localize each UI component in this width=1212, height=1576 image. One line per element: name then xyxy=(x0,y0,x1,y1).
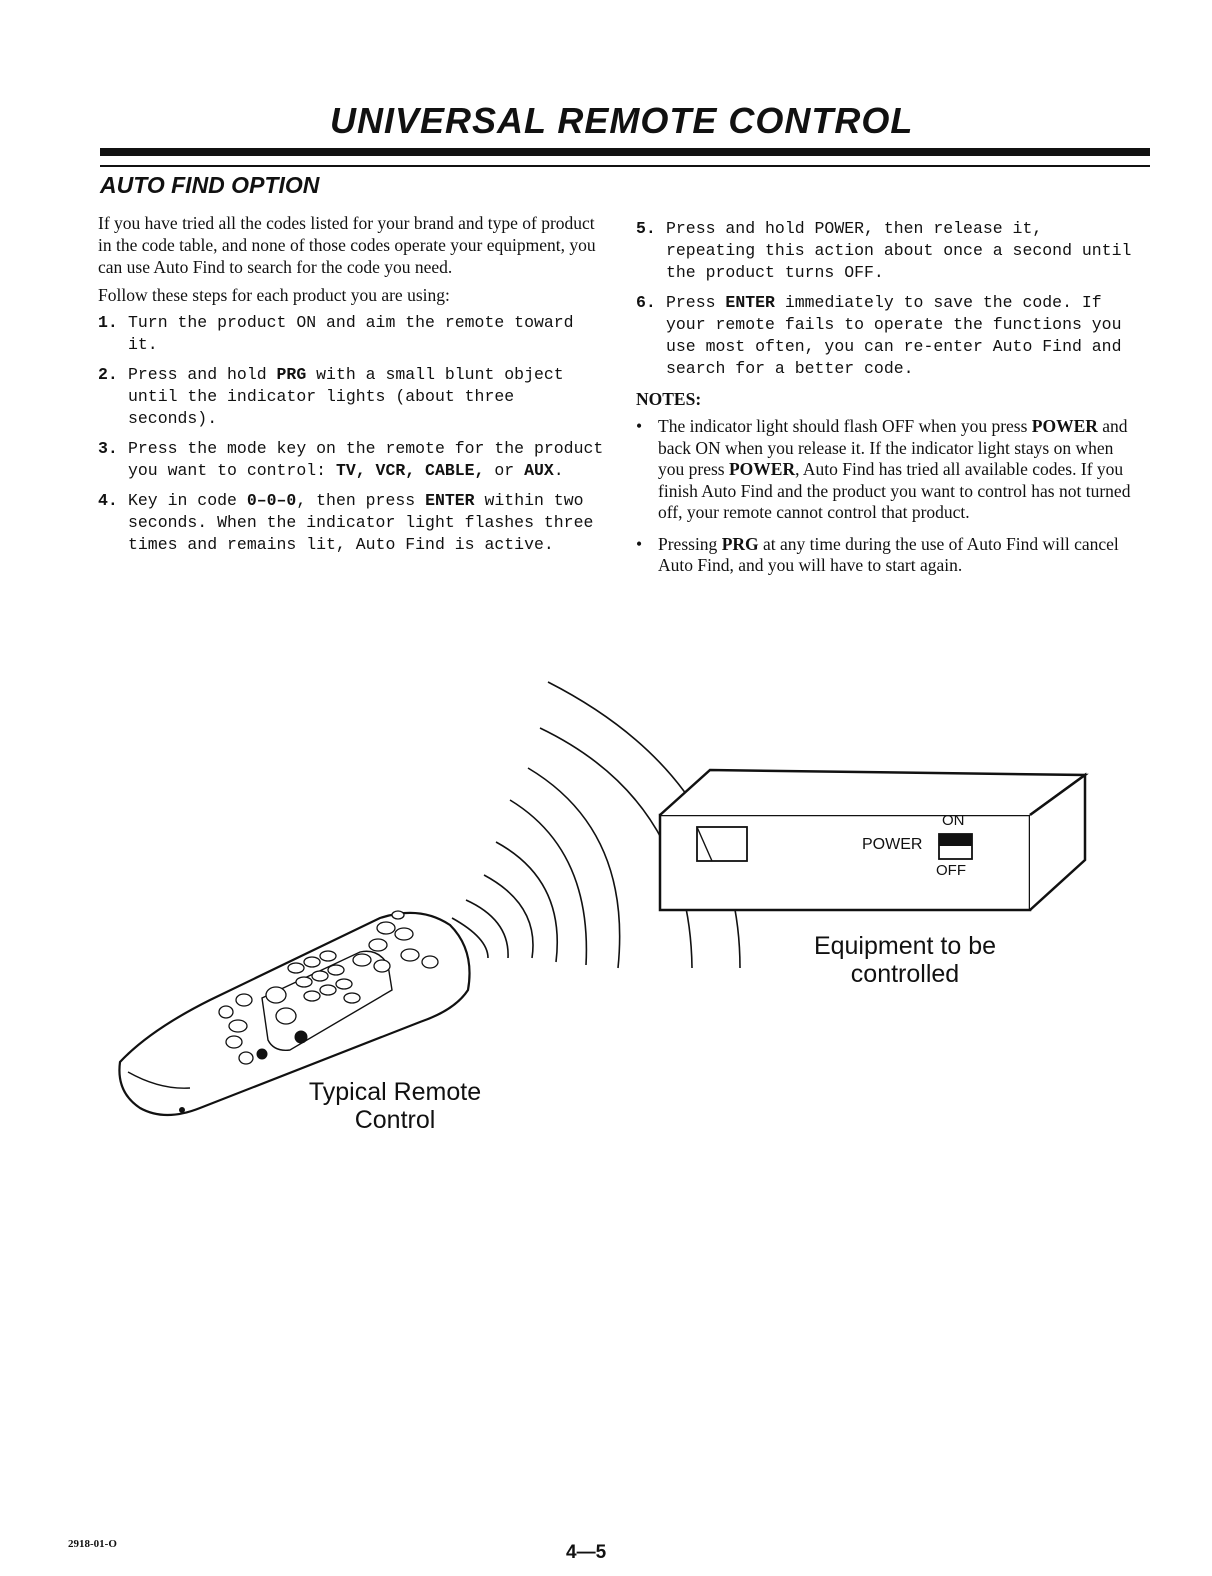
note-keyword: POWER xyxy=(1031,416,1098,436)
note-item xyxy=(636,534,1141,577)
step-text: Press and hold xyxy=(128,365,277,384)
equipment-caption xyxy=(790,932,1020,988)
step-3 xyxy=(98,438,608,482)
illustration xyxy=(0,640,1212,1200)
step-keyword: AUX xyxy=(524,461,554,480)
note-item xyxy=(636,416,1141,524)
step-text: . xyxy=(553,461,564,480)
step-text: Key in code xyxy=(128,491,247,510)
step-keyword: PRG xyxy=(276,365,307,384)
caption-line: Equipment to be xyxy=(813,932,997,960)
step-text: Press xyxy=(666,293,726,312)
note-text: and back ON when you release it. If the indicator light stays on when you press xyxy=(658,416,1128,479)
steps-list-left xyxy=(98,312,608,556)
caption-line: Typical Remote xyxy=(308,1078,482,1106)
title-rule-thick xyxy=(100,148,1150,156)
caption-line: Control xyxy=(354,1106,436,1134)
follow-paragraph: Follow these steps for each product you are using: xyxy=(98,285,450,305)
step-number: 6. xyxy=(636,293,656,312)
step-keyword: ENTER xyxy=(425,491,475,510)
note-keyword: PRG xyxy=(721,533,759,554)
note-text: The indicator light should flash OFF when you press xyxy=(658,416,1032,436)
step-6 xyxy=(636,292,1141,380)
step-text: immediately to save the code. If your remote fails to operate the functions you use most often, you can re-enter Auto Find and search for a better code. xyxy=(666,293,1122,378)
page-title: UNIVERSAL REMOTE CONTROL xyxy=(330,100,914,141)
intro-paragraph: If you have tried all the codes listed for your brand and type of product in the code table, and none of those codes operate your equipment, you can use Auto Find to search for the code you need. xyxy=(98,213,596,277)
bullet-icon: • xyxy=(636,416,643,436)
step-number: 1. xyxy=(98,313,118,332)
step-keyword: 0–0–0 xyxy=(246,491,297,510)
step-number: 2. xyxy=(98,365,118,384)
title-rule-thin xyxy=(100,165,1150,167)
note-keyword: POWER xyxy=(728,459,796,479)
step-1 xyxy=(98,312,608,356)
page-number: 4—5 xyxy=(566,1542,607,1563)
steps-list-right xyxy=(636,218,1141,380)
step-number: 4. xyxy=(98,491,118,510)
right-column xyxy=(636,218,1141,587)
notes-list xyxy=(636,416,1141,577)
notes-heading: NOTES: xyxy=(636,389,702,409)
step-keyword: TV, VCR, CABLE, xyxy=(335,461,485,480)
power-switch-label: POWER xyxy=(862,836,923,853)
step-text: Turn the product ON and aim the remote toward it. xyxy=(128,313,574,354)
left-column xyxy=(98,212,608,564)
step-number: 5. xyxy=(636,219,656,238)
remote-caption xyxy=(290,1078,500,1134)
step-2 xyxy=(98,364,608,430)
section-title: AUTO FIND OPTION xyxy=(100,172,320,198)
caption-line: controlled xyxy=(850,960,960,988)
bullet-icon: • xyxy=(636,533,643,554)
note-text: at any time during the use of Auto Find will cancel Auto Find, and you will have to start again. xyxy=(658,533,1119,575)
step-number: 3. xyxy=(98,439,118,458)
step-keyword: ENTER xyxy=(725,293,775,312)
step-4 xyxy=(98,490,608,556)
document-code: 2918-01-O xyxy=(68,1538,117,1550)
step-text: Press and hold POWER, then release it, repeating this action about once a second until the product turns OFF. xyxy=(666,219,1132,282)
step-text: , then press xyxy=(296,491,426,510)
step-5 xyxy=(636,218,1141,284)
switch-on-label: ON xyxy=(942,812,965,829)
step-text: with a small blunt object until the indicator lights (about three seconds). xyxy=(128,365,564,428)
step-text: or xyxy=(484,461,525,480)
step-text: within two seconds. When the indicator light flashes three times and remains lit, Auto Find is active. xyxy=(128,491,594,554)
note-text: Pressing xyxy=(658,533,722,554)
step-text: Press the mode key on the remote for the product you want to control: xyxy=(128,439,604,480)
note-text: , Auto Find has tried all available codes. If you finish Auto Find and the product you want to control has not turned off, your remote cannot control that product. xyxy=(658,459,1131,522)
switch-off-label: OFF xyxy=(936,862,966,879)
